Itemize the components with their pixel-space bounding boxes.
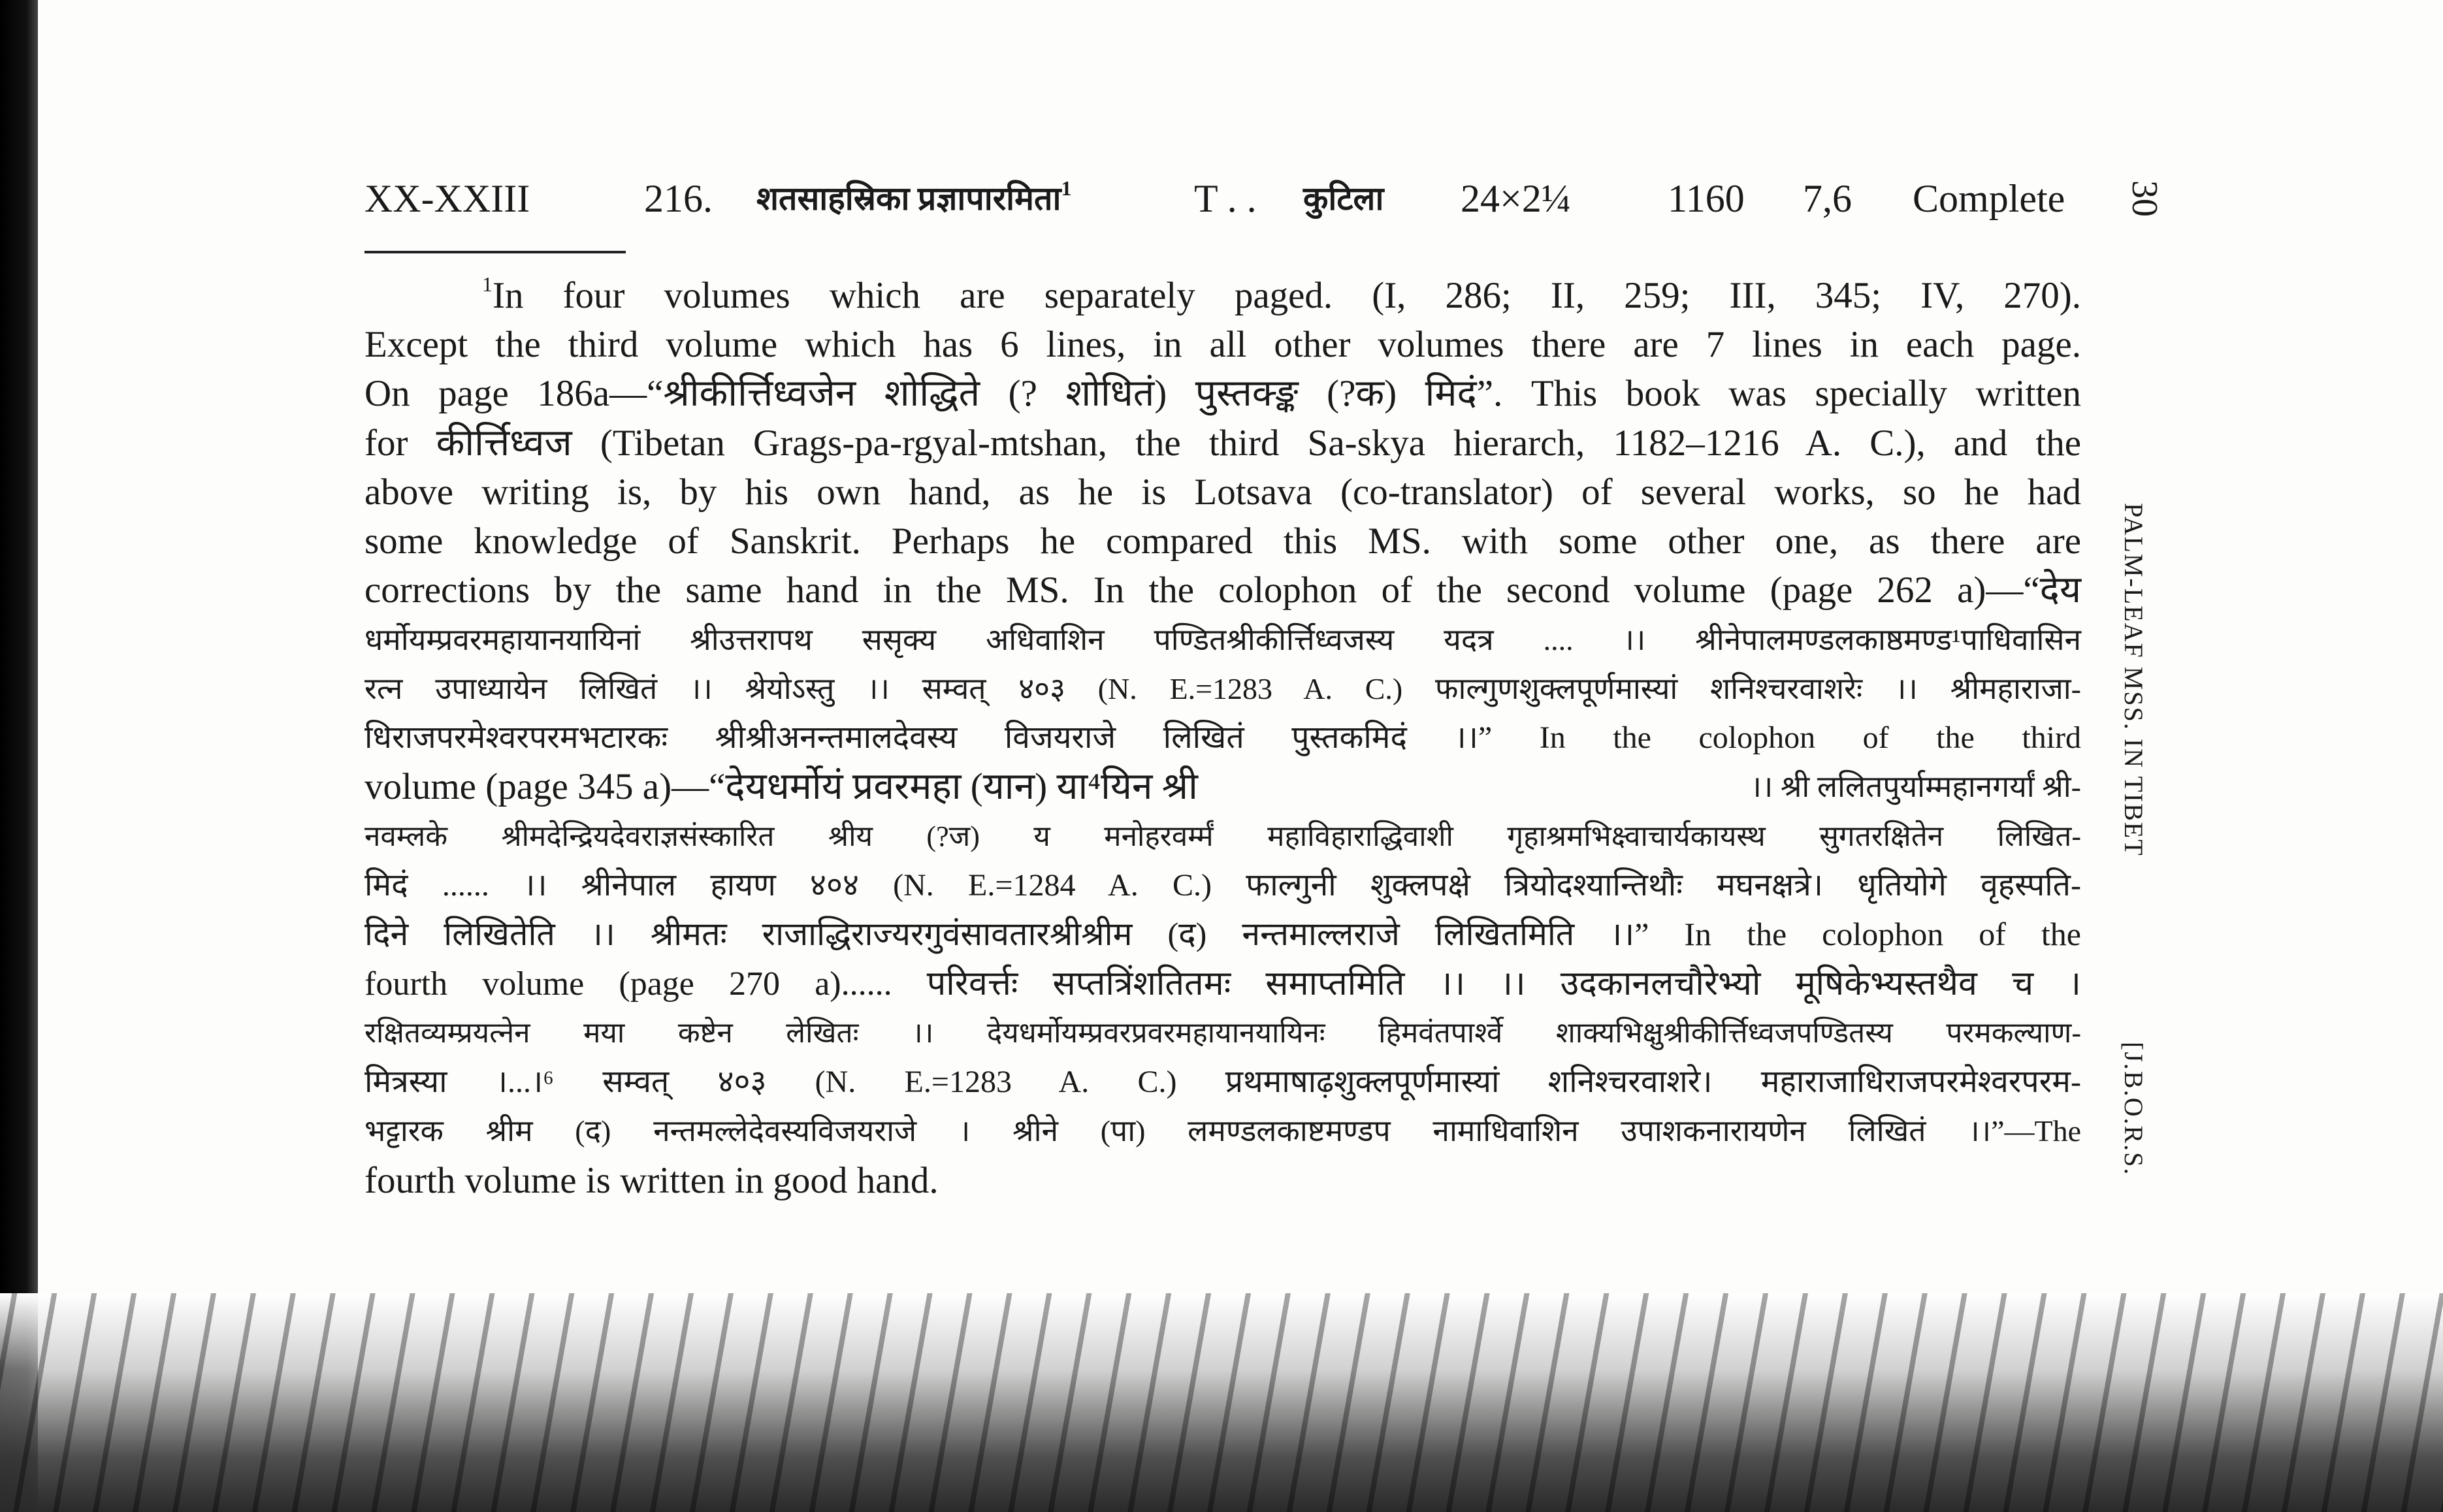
footnote-line: नवम्लके श्रीमदेन्द्रियदेवराज्ञसंस्कारित श्रीय (?ज) य मनोहरवर्म्मं महाविहाराद्धिवाशी गृहाश्रमभिक्ष्वाचार्यकायस्थ सुगतरक्षितेन लिखित- bbox=[364, 820, 2081, 852]
lines-per-page: 7,6 bbox=[1803, 177, 1852, 220]
serial-number: 216. bbox=[644, 177, 713, 220]
ms-status: Complete bbox=[1913, 177, 2065, 220]
footnote-line: for कीर्त्तिध्वज (Tibetan Grags-pa-rgyal-mtshan, the third Sa-skya hierarch, 1182–1216 A. C.), and the bbox=[364, 423, 2081, 464]
footnote-line: some knowledge of Sanskrit. Perhaps he compared this MS. with some other one, as there are bbox=[364, 521, 2081, 562]
page-number: 30 bbox=[2124, 180, 2165, 217]
footnote-marker: 1 bbox=[482, 272, 493, 296]
ms-size: 24×2¼ bbox=[1461, 177, 1571, 220]
footnote-line: मिदं ...... ।। श्रीनेपाल हायण ४०४ (N. E.=1284 A. C.) फाल्गुनी शुक्लपक्षे त्रियोदश्यान्तिथौः मघनक्षत्रे। धृतियोगे वृहस्पति- bbox=[364, 868, 2081, 903]
footnote-line: दिने लिखितेति ।। श्रीमतः राजाद्धिराज्यरगुवंसावतारश्रीश्रीम (द) नन्तमाल्लराजे लिखितमिति ।।” In the colophon of the bbox=[364, 916, 2081, 952]
footnote-line: fourth volume is written in good hand. bbox=[364, 1160, 939, 1201]
ms-number: XX-XXIII bbox=[364, 177, 530, 220]
footnote-line bbox=[364, 762, 2081, 811]
script-name: कुटिला bbox=[1303, 180, 1384, 217]
footnote-line: Except the third volume which has 6 lines, in all other volumes there are 7 lines in each page. bbox=[364, 324, 2081, 365]
line-part-after-gap: ।। श्री ललितपुर्याम्महानगर्यां श्री- bbox=[1750, 770, 2081, 803]
journal-abbreviation: [J.B.O.R.S. bbox=[2119, 1042, 2148, 1176]
footnote-line: धर्मोयम्प्रवरमहायानयायिनां श्रीउत्तरापथ ससृक्य अधिवाशिन पण्डितश्रीकीर्त्तिध्वजस्य यदत्र .... ।। श्रीनेपालमण्डलकाष्ठमण्ड¹पाधिवासिन bbox=[364, 623, 2081, 656]
manuscript-title bbox=[756, 175, 1071, 222]
running-head: PALM-LEAF MSS. IN TIBET bbox=[2119, 503, 2148, 857]
ms-date: 1160 bbox=[1668, 177, 1745, 220]
footnote-line: corrections by the same hand in the MS. In the colophon of the second volume (page 262 a)—“देय bbox=[364, 570, 2081, 611]
title-text: शतसाहस्रिका प्रज्ञापारमिता bbox=[756, 180, 1061, 217]
footnote-line: On page 186a—“श्रीकीर्त्तिध्वजेन शोद्धिते (? शोधितं) पुस्तक्ङ्क (?क) मिदं”. This book was specially written bbox=[364, 373, 2081, 414]
footnote-line: fourth volume (page 270 a)...... परिवर्त्तः सप्तत्रिंशतितमः समाप्तमिति ।। ।। उदकानलचौरेभ्यो मूषिकेभ्यस्तथैव च । bbox=[364, 965, 2081, 1003]
footnote-line: भट्टारक श्रीम (द) नन्तमल्लेदेवस्यविजयराजे । श्रीने (पा) लमण्डलकाष्टमण्डप नामाधिवाशिन उपाशकनारायणेन लिखितं ।।”—The bbox=[364, 1114, 2081, 1148]
header-rule bbox=[364, 251, 626, 253]
footnote-line: मित्रस्या ।...।⁶ सम्वत् ४०३ (N. E.=1283 A. C.) प्रथमाषाढ़शुक्लपूर्णमास्यां शनिश्चरवाशरे। महाराजाधिराजपरमेश्वरपरम- bbox=[364, 1065, 2081, 1099]
footnote-line: धिराजपरमेश्वरपरमभटारकः श्रीश्रीअनन्तमालदेवस्य विजयराजे लिखितं पुस्तकमिदं ।।” In the colophon of the third bbox=[364, 720, 2081, 755]
footnote-line bbox=[364, 271, 2081, 320]
footnote-line: रत्न उपाध्यायेन लिखितं ।। श्रेयोऽस्तु ।। सम्वत् ४०३ (N. E.=1283 A. C.) फाल्गुणशुक्लपूर्णमास्यां शनिश्चरवाशरेः ।। श्रीमहाराजा- bbox=[364, 672, 2081, 705]
footnote-line: above writing is, by his own hand, as he is Lotsava (co-translator) of several works, so he had bbox=[364, 472, 2081, 513]
line-part-before-gap: volume (page 345 a)—“देयधर्मोयं प्रवरमहा (यान) या⁴यिन श्री bbox=[364, 766, 1198, 807]
title-footnote-marker: 1 bbox=[1061, 176, 1072, 200]
footnote-line: रक्षितव्यम्प्रयत्नेन मया कष्टेन लेखितः ।। देयधर्मोयम्प्रवरप्रवरमहायानयायिनः हिमवंतपार्श्वे शाक्यभिक्षुश्रीकीर्त्तिध्वजपण्डितस्य परमकल्याण- bbox=[364, 1017, 2081, 1049]
material: T . . bbox=[1194, 177, 1257, 220]
scan-left-edge bbox=[0, 0, 38, 1512]
footnote-text: In four volumes which are separately paged. (I, 286; II, 259; III, 345; IV, 270). bbox=[493, 275, 2081, 316]
scan-bottom-noise bbox=[0, 1293, 2443, 1512]
